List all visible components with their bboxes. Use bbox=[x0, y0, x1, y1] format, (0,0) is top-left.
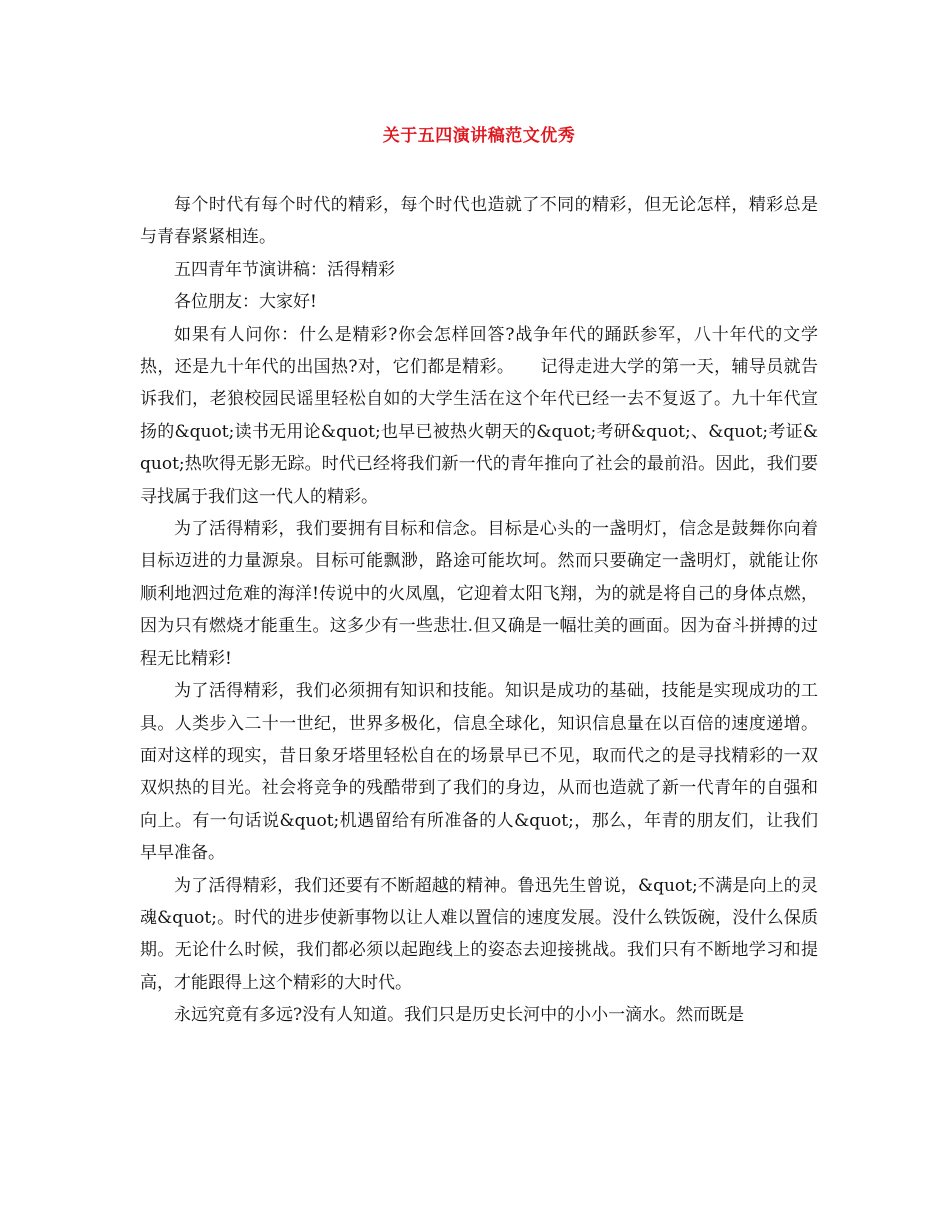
paragraph-body: 为了活得精彩，我们还要有不断超越的精神。鲁迅先生曾说，&quot;不满是向上的灵魂&quot;。时代的进步使新事物以让人难以置信的速度发展。没什么铁饭碗，没什么保质期。无论什么时候，我们都必须以起跑线上的姿态去迎接挑战。我们只有不断地学习和提高，才能跟得上这个精彩的大时代。 bbox=[140, 875, 818, 993]
paragraph-body: 为了活得精彩，我们要拥有目标和信念。目标是心头的一盏明灯，信念是鼓舞你向着目标迈进的力量源泉。目标可能飘渺，路途可能坎坷。然而只要确定一盏明灯，就能让你顺利地泗过危难的海洋!传说中的火凤凰，它迎着太阳飞翔，为的就是将自己的身体点燃，因为只有燃烧才能重生。这多少有一些悲壮.但又确是一幅壮美的画面。因为奋斗拼搏的过程无比精彩! bbox=[140, 519, 818, 669]
paragraph-body: 永远究竟有多远?没有人知道。我们只是历史长河中的小小一滴水。然而既是 bbox=[174, 1005, 745, 1026]
document-body bbox=[140, 189, 818, 1032]
paragraph-greeting: 各位朋友：大家好! bbox=[174, 292, 317, 313]
paragraph-body: 如果有人问你：什么是精彩?你会怎样回答?战争年代的踊跃参军，八十年代的文学热，还是九十年代的出国热?对，它们都是精彩。 记得走进大学的第一天，辅导员就告诉我们，老狼校园民谣里轻松自如的大学生活在这个年代已经一去不复返了。九十年代宣扬的&quot;读书无用论&quot;也早已被热火朝天的&quot;考研&quot;、&quot;考证&quot;热吹得无影无踪。时代已经将我们新一代的青年推向了社会的最前沿。因此，我们要寻找属于我们这一代人的精彩。 bbox=[140, 324, 818, 507]
paragraph-speech-title: 五四青年节演讲稿：活得精彩 bbox=[174, 259, 395, 280]
document-title: 关于五四演讲稿范文优秀 bbox=[382, 126, 576, 146]
paragraph-body: 为了活得精彩，我们必须拥有知识和技能。知识是成功的基础，技能是实现成功的工具。人类步入二十一世纪，世界多极化，信息全球化，知识信息量在以百倍的速度递增。面对这样的现实，昔日象牙塔里轻松自在的场景早已不见，取而代之的是寻找精彩的一双双炽热的目光。社会将竞争的残酷带到了我们的身边，从而也造就了新一代青年的自强和向上。有一句话说&quot;机遇留给有所准备的人&quot;，那么，年青的朋友们，让我们早早准备。 bbox=[140, 681, 818, 864]
paragraph-intro: 每个时代有每个时代的精彩，每个时代也造就了不同的精彩，但无论怎样，精彩总是与青春紧紧相连。 bbox=[140, 195, 818, 248]
